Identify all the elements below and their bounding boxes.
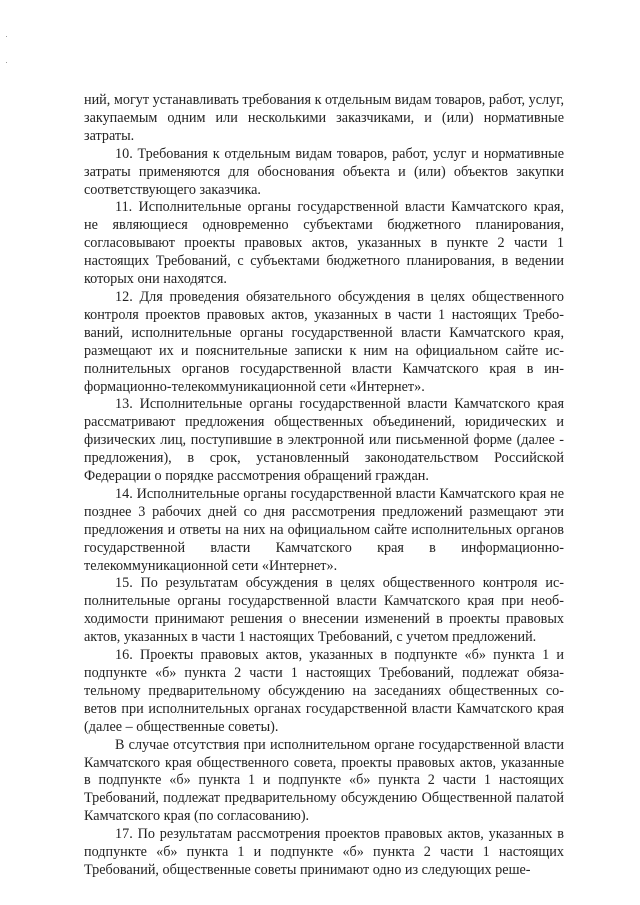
paragraph-17: 17. По результатам рассмотрения проектов правовых актов, указанных в подпункте «б» пункта 1 и подпункте «б» пункта 2 части 1 настоящих Требований, общественные советы принимают одно из следующих реше- xyxy=(84,826,564,878)
scan-mark xyxy=(6,36,7,37)
paragraph-15: 15. По результатам обсуждения в целях общественного контроля исполнительные органы государственной власти Камчатского края при необходимости принимают решения о внесении изменений в проекты правовых актов, указанных в части 1 настоящих Требований, с учетом предложений. xyxy=(84,575,564,646)
paragraph-11: 11. Исполнительные органы государственной власти Камчатского края, не являющиеся одновременно субъектами бюджетного планирования, согласовывают проекты правовых актов, указанных в пункте 2 части 1 настоящих Требований, с субъектами бюджетного планирования, в ведении которых они находятся. xyxy=(84,199,564,288)
scan-mark xyxy=(6,62,7,63)
paragraph-16: 16. Проекты правовых актов, указанных в подпункте «б» пункта 1 и подпункте «б» пункта 2 части 1 настоящих Требований, подлежат обязательному предварительному обсуждению на заседаниях общественных советов при исполнительных органах государственной власти Камчатского края (далее – общественные советы). xyxy=(84,647,564,735)
paragraph-16-note: В случае отсутствия при исполнительном органе государственной власти Камчатского края общественного совета, проекты правовых актов, указанные в подпункте «б» пункта 1 и подпункте «б» пункта 2 части 1 настоящих Требований, подлежат предварительному обсуждению Общественной палатой Камчатского края (по согласованию). xyxy=(84,736,564,825)
paragraph-14: 14. Исполнительные органы государственной власти Камчатского края не позднее 3 рабочих дней со дня рассмотрения предложений размещают эти предложения и ответы на них на официальном сайте исполнительных органов государственной власти Камчатского края в информационно-телекоммуникационной сети «Интернет». xyxy=(84,485,564,574)
paragraph-13: 13. Исполнительные органы государственной власти Камчатского края рассматривают предложения общественных объединений, юридических и физических лиц, поступившие в электронной или письменной форме (далее - предложения), в срок, установленный законодательством Российской Федерации о порядке рассмотрения обращений граждан. xyxy=(84,396,564,485)
paragraph-10: 10. Требования к отдельным видам товаров, работ, услуг и нормативные затраты применяются для обоснования объекта и (или) объектов закупки соответствующего заказчика. xyxy=(84,145,564,198)
paragraph-continuation: ний, могут устанавливать требования к отдельным видам товаров, работ, услуг, закупаемым одним или несколькими заказчиками, и (или) нормативные затраты. xyxy=(84,92,564,144)
document-body xyxy=(84,92,564,880)
paragraph-12: 12. Для проведения обязательного обсуждения в целях общественного контроля проектов правовых актов, указанных в части 1 настоящих Требований, исполнительные органы государственной власти Камчатского края, размещают их и пояснительные записки к ним на официальном сайте исполнительных органов государственной власти Камчатского края в информационно-телекоммуникационной сети «Интернет». xyxy=(84,288,564,395)
